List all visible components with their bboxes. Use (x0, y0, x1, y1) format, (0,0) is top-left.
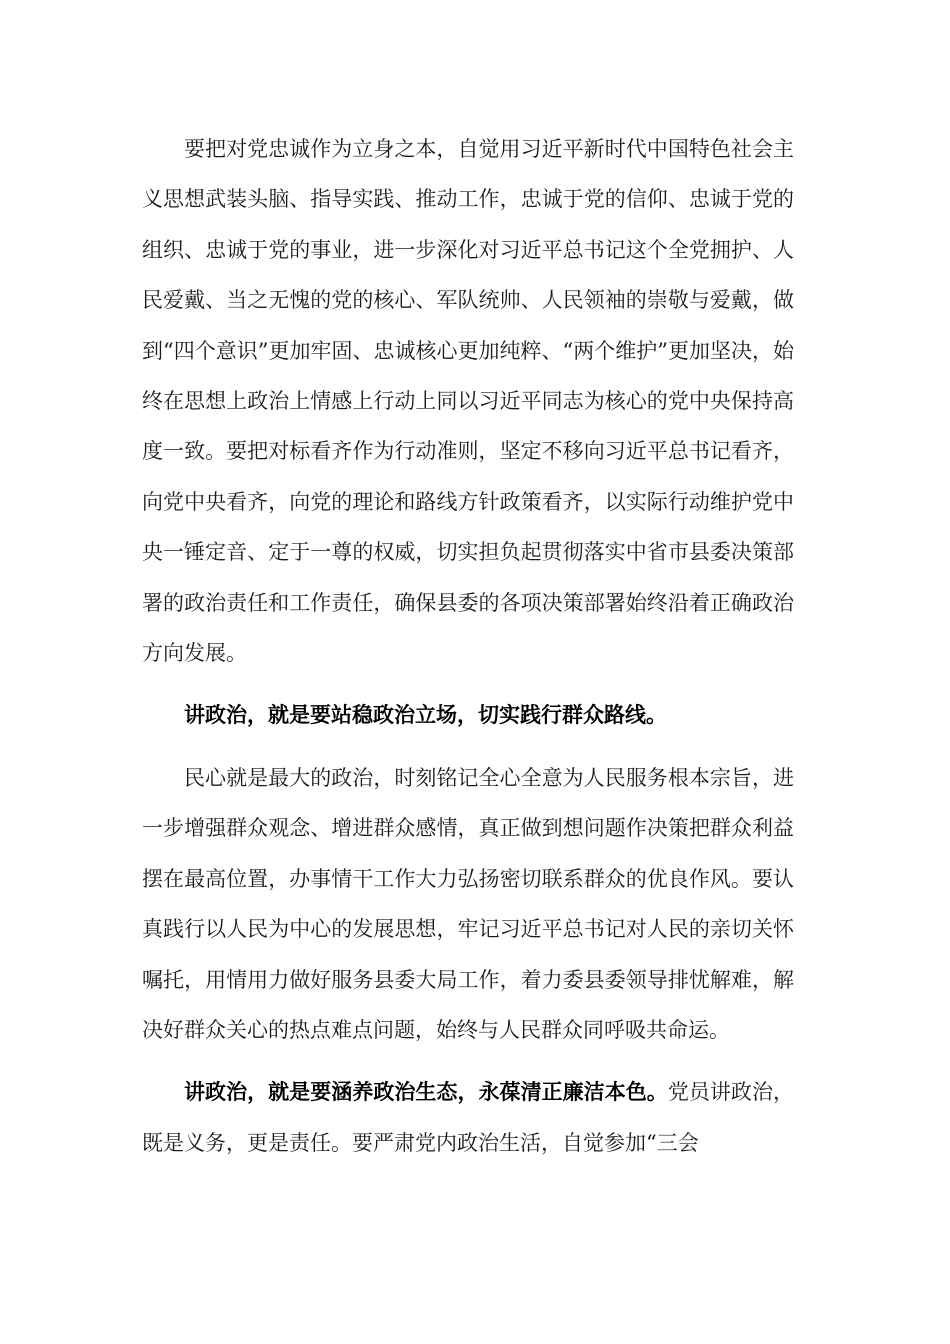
paragraph-mass-line: 民心就是最大的政治，时刻铭记全心全意为人民服务根本宗旨，进一步增强群众观念、增进群众感情，真正做到想问题作决策把群众利益摆在最高位置，办事情干工作大力弘扬密切联系群众的优良作风。要认真践行以人民为中心的发展思想，牢记习近平总书记对人民的亲切关怀嘱托，用情用力做好服务县委大局工作，着力委县委领导排忧解难，解决好群众关心的热点难点问题，始终与人民群众同呼吸共命运。 (142, 765, 794, 1042)
paragraph-political-ecology (142, 1067, 794, 1168)
section-heading-political-ecology: 讲政治，就是要涵养政治生态，永葆清正廉洁本色。 (184, 1080, 668, 1105)
paragraph-loyalty: 要把对党忠诚作为立身之本，自觉用习近平新时代中国特色社会主义思想武装头脑、指导实践、推动工作，忠诚于党的信仰、忠诚于党的组织、忠诚于党的事业，进一步深化对习近平总书记这个全党拥护、人民爱戴、当之无愧的党的核心、军队统帅、人民领袖的崇敬与爱戴，做到“四个意识”更加牢固、忠诚核心更加纯粹、“两个维护”更加坚决，始终在思想上政治上情感上行动上同以习近平同志为核心的党中央保持高度一致。要把对标看齐作为行动准则，坚定不移向习近平总书记看齐，向党中央看齐，向党的理论和路线方针政策看齐，以实际行动维护党中央一锤定音、定于一尊的权威，切实担负起贯彻落实中省市县委决策部署的政治责任和工作责任，确保县委的各项决策部署始终沿着正确政治方向发展。 (142, 137, 794, 666)
document-body (142, 124, 794, 1168)
paragraph-political-ecology-text: 党员讲政治，既是义务，更是责任。要严肃党内政治生活，自觉参加“三会 (142, 1080, 795, 1155)
section-heading-mass-line: 讲政治，就是要站稳政治立场，切实践行群众路线。 (184, 703, 667, 728)
